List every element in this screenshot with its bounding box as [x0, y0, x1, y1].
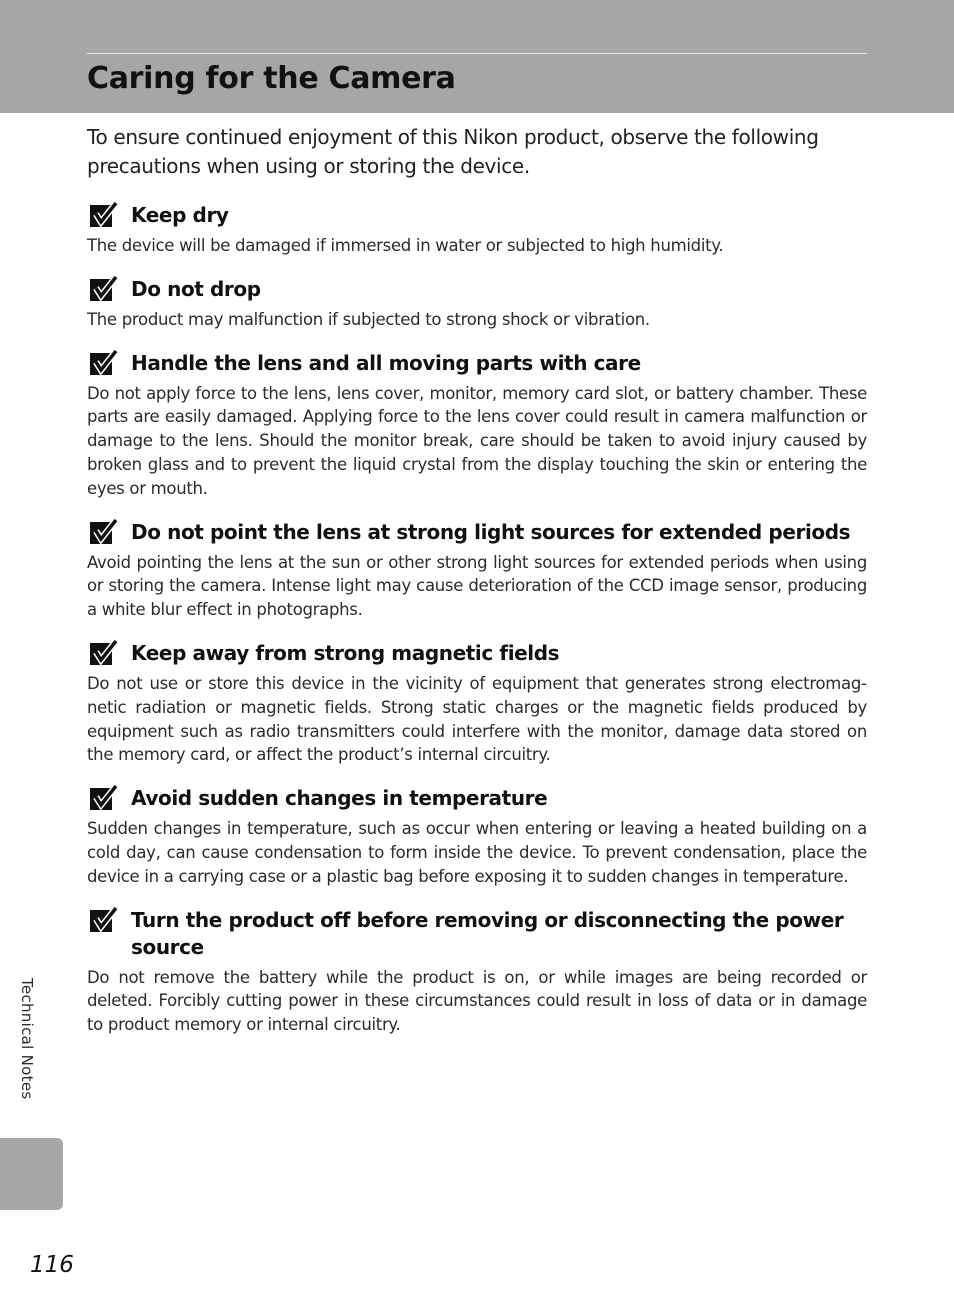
check-mark-icon — [89, 519, 119, 546]
section-body: The product may malfunction if subjected to strong shock or vibration. — [87, 309, 650, 329]
page-number: 116 — [30, 1252, 74, 1278]
section-power-source — [87, 907, 867, 1037]
check-mark-icon — [89, 350, 119, 377]
section-body: The device will be damaged if immersed in water or subjected to high humidity. — [87, 236, 724, 255]
check-mark-icon — [89, 276, 119, 303]
section-heading — [87, 785, 867, 812]
section-body: Sudden changes in temperature, such as occur when entering or leaving a heated building on a cold day, can cause condensation to form inside the device. To prevent condensation, place the device in a carrying case or a plastic bag before exposing it to sudden changes in temperature. — [87, 819, 867, 886]
section-heading-text: Handle the lens and all moving parts with care — [131, 350, 641, 375]
section-heading-text: Turn the product off before removing or disconnecting the power source — [131, 907, 844, 959]
section-body: Do not use or store this device in the vicinity of equipment that generates strong electromagnetic radiation or magnetic fields. Strong static charges or the magnetic fields produced by equipment such as radio transmitters could interfere with the monitor, damage data stored on the memory card, or affect the product’s internal circuitry. — [87, 673, 867, 765]
check-mark-icon — [89, 785, 119, 812]
section-heading — [87, 276, 867, 303]
section-do-not-drop — [87, 276, 867, 332]
section-heading-text: Do not point the lens at strong light sources for extended periods — [131, 519, 851, 544]
section-heading — [87, 907, 867, 961]
section-heading-text: Do not drop — [131, 276, 261, 301]
section-heading — [87, 640, 867, 667]
check-mark-icon — [89, 202, 119, 229]
section-heading — [87, 350, 867, 377]
section-heading — [87, 202, 867, 229]
check-mark-icon — [89, 640, 119, 667]
page-header-band — [0, 0, 954, 113]
page-content — [87, 123, 867, 1053]
section-magnetic-fields — [87, 640, 867, 767]
section-keep-dry — [87, 202, 867, 258]
side-section-label: Technical Notes — [18, 978, 36, 1100]
section-handle-lens — [87, 350, 867, 501]
section-heading — [87, 519, 867, 546]
section-temperature — [87, 785, 867, 888]
section-heading-text: Keep dry — [131, 203, 229, 227]
section-body: Do not apply force to the lens, lens cover, monitor, memory card slot, or battery chamber. These parts are easily damaged. Applying force to the lens cover could result in camera malfunction or damage to the lens. Should the monitor break, care should be taken to avoid injury caused by broken glass and to prevent the liquid crystal from the display touching the skin or entering the eyes or mouth. — [87, 383, 867, 498]
section-body: Do not remove the battery while the product is on, or while images are being recorded or deleted. Forcibly cutting power in these circumstances could result in loss of data or in damage to product memory or internal circuitry. — [87, 967, 867, 1035]
section-body: Avoid pointing the lens at the sun or other strong light sources for extended periods when using or storing the camera. Intense light may cause deterioration of the CCD image sensor, producing a white blur effect in photographs. — [87, 552, 867, 620]
section-strong-light — [87, 519, 867, 622]
header-rule — [87, 53, 867, 54]
section-heading-text: Avoid sudden changes in temperature — [131, 786, 548, 811]
side-thumb-tab — [0, 1138, 63, 1210]
intro-paragraph: To ensure continued enjoyment of this Nikon product, observe the following precautions when using or storing the device. — [87, 125, 819, 178]
page-title: Caring for the Camera — [87, 61, 456, 96]
check-mark-icon — [89, 907, 119, 934]
section-heading-text: Keep away from strong magnetic fields — [131, 640, 560, 665]
